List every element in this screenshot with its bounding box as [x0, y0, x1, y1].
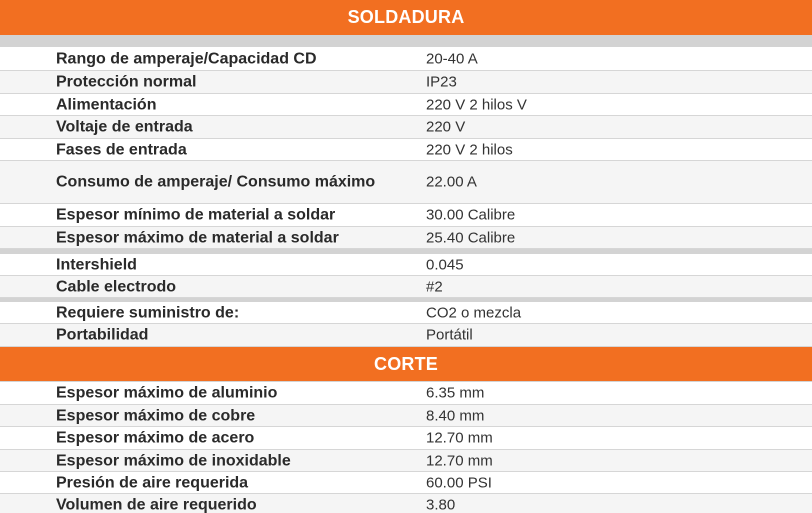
spec-value: CO2 o mezcla [426, 304, 522, 321]
spec-value: IP23 [426, 73, 457, 91]
spec-row [0, 324, 812, 347]
spec-row [0, 94, 812, 116]
spec-label: Protección normal [56, 73, 197, 91]
spec-label: Espesor mínimo de material a soldar [56, 206, 336, 224]
spec-label: Fases de entrada [56, 141, 187, 158]
spec-label: Requiere suministro de: [56, 304, 240, 321]
spec-label: Alimentación [56, 96, 157, 113]
spec-value: 220 V 2 hilos V [426, 96, 527, 113]
spec-label: Espesor máximo de aluminio [56, 384, 278, 402]
section-divider [0, 35, 812, 47]
section-header-soldadura: SOLDADURA [0, 0, 812, 35]
spec-value: 220 V [426, 118, 466, 136]
spec-label: Espesor máximo de cobre [56, 407, 256, 424]
spec-label: Rango de amperaje/Capacidad CD [56, 50, 317, 67]
spec-value: Portátil [426, 326, 473, 344]
spec-row [0, 450, 812, 472]
spec-label: Consumo de amperaje/ Consumo máximo [56, 173, 376, 191]
spec-label: Volumen de aire requerido [56, 496, 257, 513]
spec-row [0, 382, 812, 405]
spec-row [0, 204, 812, 227]
spec-value: 3.80 [426, 496, 456, 513]
spec-value: 20-40 A [426, 50, 478, 67]
spec-value: 8.40 mm [426, 407, 485, 424]
spec-label: Intershield [56, 256, 137, 273]
spec-label: Cable electrodo [56, 278, 177, 295]
spec-value: 6.35 mm [426, 384, 485, 402]
spec-value: 12.70 mm [426, 452, 493, 469]
spec-value: 30.00 Calibre [426, 206, 516, 224]
spec-label: Espesor máximo de material a soldar [56, 229, 339, 246]
spec-row [0, 302, 812, 324]
spec-row [0, 227, 812, 249]
spec-label: Espesor máximo de inoxidable [56, 452, 291, 469]
spec-label: Voltaje de entrada [56, 118, 193, 136]
spec-value: 25.40 Calibre [426, 229, 516, 246]
spec-row [0, 494, 812, 513]
spec-row [0, 139, 812, 161]
spec-row [0, 71, 812, 94]
spec-value: 220 V 2 hilos [426, 141, 513, 158]
spec-row [0, 254, 812, 276]
spec-row [0, 427, 812, 450]
spec-row [0, 47, 812, 71]
spec-row [0, 472, 812, 494]
spec-value: 0.045 [426, 256, 464, 273]
spec-row [0, 161, 812, 204]
spec-value: 12.70 mm [426, 429, 493, 447]
spec-label: Espesor máximo de acero [56, 429, 255, 447]
spec-label: Presión de aire requerida [56, 474, 249, 491]
spec-value: 22.00 A [426, 173, 477, 191]
spec-label: Portabilidad [56, 326, 149, 344]
spec-row [0, 116, 812, 139]
section-header-corte: CORTE [0, 347, 812, 381]
spec-row [0, 276, 812, 298]
spec-row [0, 405, 812, 427]
spec-value: 60.00 PSI [426, 474, 492, 491]
spec-value: #2 [426, 278, 443, 295]
